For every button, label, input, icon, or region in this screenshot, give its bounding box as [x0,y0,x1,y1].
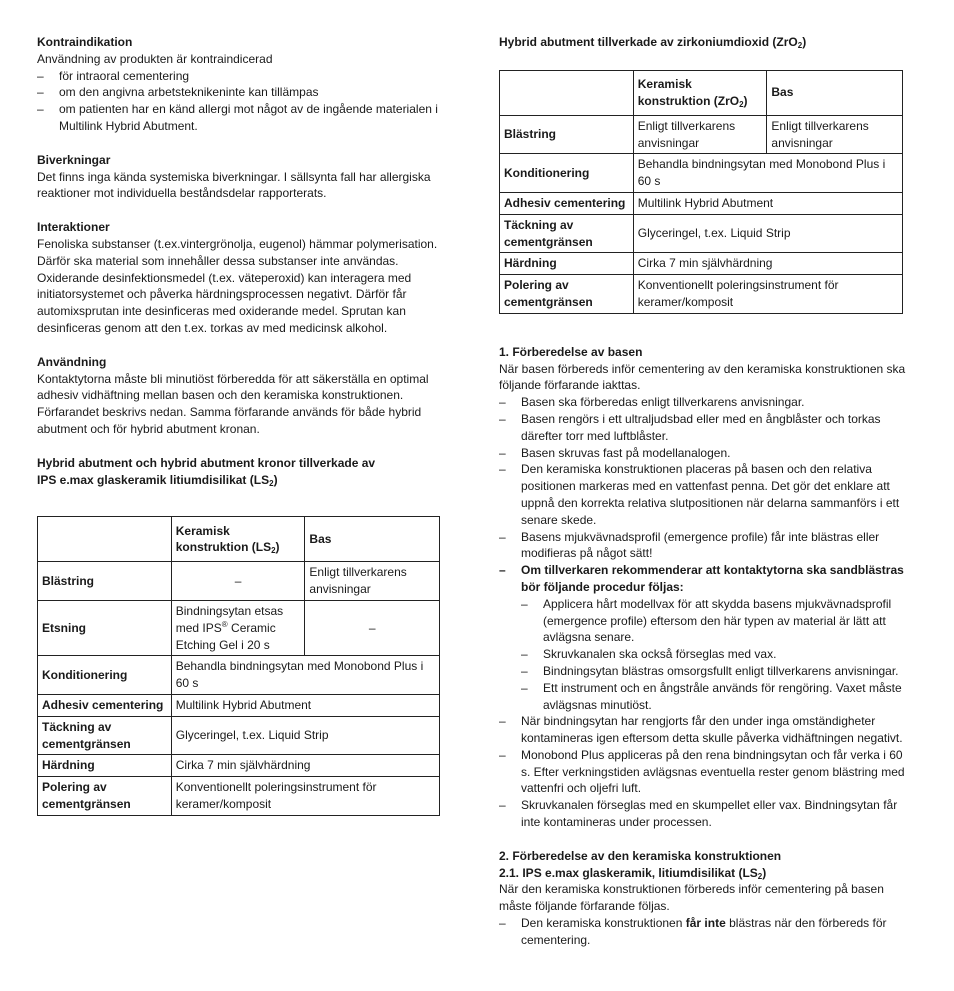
list-item: – Basen ska förberedas enligt tillverkarens anvisningar. [499,394,913,411]
table-cell: Konventionellt poleringsinstrument för keramer/komposit [633,275,902,314]
table-cell: Behandla bindningsytan med Monobond Plus i 60 s [633,154,902,193]
table-row [38,716,440,755]
row-label: Härdning [500,253,634,275]
table-row [38,694,440,716]
ls2-table-heading-line1: Hybrid abutment och hybrid abutment kronor tillverkade av [37,455,376,470]
ls2-table-heading-line2: IPS e.max glaskeramik litiumdisilikat (LS [37,472,270,487]
contraindication-list [37,68,451,135]
prep-base-heading: 1. Förberedelse av basen [499,344,643,359]
usage-section [37,354,451,438]
table-cell: Bindningsytan etsas med IPS® Ceramic Etching Gel i 20 s [171,600,305,655]
header-ceramic-cell: Keramisk konstruktion (ZrO$_2$) [633,70,767,115]
row-label: Polering av cementgränsen [38,777,172,816]
table-cell: Cirka 7 min självhärdning [633,253,902,275]
prep-ceramic-subheading: 2.1. IPS e.max glaskeramik, litiumdisilikat $(LS_2)$ [499,865,767,881]
list-item: – för intraoral cementering [37,68,451,85]
table-row [38,600,440,655]
usage-text: Kontaktytorna måste bli minutiöst förberedda för att säkerställa en optimal adhesiv vidhäftning mellan basen och den keramiska konstruktionen. Förfarandet beskrivs nedan. Samma förfarande används för både hybrid abutment och för hybrid abutment kronan. [37,371,429,436]
row-label: Täckning av cementgränsen [38,716,172,755]
zro2-table [499,70,903,314]
table-row [38,755,440,777]
table-cell: – [171,562,305,601]
table-cell: Multilink Hybrid Abutment [171,694,439,716]
table-row [500,115,903,154]
table-cell: Enligt tillverkarens anvisningar [767,115,903,154]
header-base-cell: Bas [767,70,903,115]
table-cell: Glyceringel, t.ex. Liquid Strip [633,214,902,253]
interactions-text: Fenoliska substanser (t.ex.vintergrönolja, eugenol) hämmar polymerisation. Därför ska material som innehåller dessa substanser inte användas. Oxiderande desinfektionsmedel (t.ex. väteperoxid) kan interagera med initiatorsystemet och påverka härdningsprocessen negativt. Därför får automixsprutan inte desinficeras med oxiderande medel. Sprutan kan desinficeras genom att den t.ex. torkas av med medicinsk alkohol. [37,236,438,335]
prep-base-intro: När basen förbereds inför cementering av den keramiska konstruktionen ska följande förfarande iakttas. [499,361,906,393]
sub-list [521,596,913,714]
prep-ceramic-section [499,848,913,949]
table-row [500,214,903,253]
list-item: – Bindningsytan blästras omsorgsfullt enligt tillverkarens anvisningar. [521,663,913,680]
table-cell: – [305,600,440,655]
table-cell: Behandla bindningsytan med Monobond Plus i 60 s [171,656,439,695]
list-item: – om patienten har en känd allergi mot något av de ingående materialen i Multilink Hybrid Abutment. [37,101,451,135]
contraindication-heading: Kontraindikation [37,35,133,49]
table-row [500,275,903,314]
table-row [38,562,440,601]
interactions-heading: Interaktioner [37,220,110,235]
ls2-table [37,516,440,815]
row-label: Adhesiv cementering [38,694,172,716]
list-item: – Basen skruvas fast på modellanalogen. [499,445,913,462]
row-label: Polering av cementgränsen [500,275,634,314]
table-row [500,70,903,115]
side-effects-heading: Biverkningar [37,152,111,167]
prep-ceramic-list [499,915,913,949]
list-item: – Skruvkanalen ska också förseglas med vax. [521,646,913,663]
right-column [499,34,913,949]
list-item: – Om tillverkaren rekommenderar att kontaktytorna ska sandblästras bör följande procedur följas: – Applicera hårt modellvax för att skydda basens mjukvävnadsprofil (emergence profile) eftersom den här typen av material är lätt att avlägsna senare. – Skruvkanalen ska också förseglas med vax. – Bindningsytan blästras omsorgsfullt enligt tillverkarens anvisningar. – Ett instrument och en ångstråle används för rengöring. Vaxet måste avlägsnas minutiöst. [499,562,913,713]
table-cell: Multilink Hybrid Abutment [633,192,902,214]
table-row [38,656,440,695]
table-cell: Enligt tillverkarens anvisningar [633,115,767,154]
left-column [37,34,451,816]
usage-heading: Användning [37,354,107,369]
row-label: Blästring [38,562,172,601]
table-row [500,154,903,193]
header-base-cell: Bas [305,517,440,562]
prep-base-section [499,344,913,831]
side-effects-section [37,152,451,202]
table-cell: Cirka 7 min självhärdning [171,755,439,777]
zro2-table-heading: Hybrid abutment tillverkade av zirkoniumdioxid (ZrO$_2$) [499,35,807,50]
list-item: – Ett instrument och en ångstråle används för rengöring. Vaxet måste avlägsnas minutiöst. [521,680,913,714]
table-row [38,777,440,816]
row-label: Härdning [38,755,172,777]
table-row [500,192,903,214]
list-item: – Den keramiska konstruktionen placeras på basen och den relativa positionen markeras med en vattenfast penna. Det gör det enklare att uppnå den korrekta relativa slutpositionen när delarna sammanförs i ett senare skede. [499,461,913,528]
table-cell: Konventionellt poleringsinstrument för keramer/komposit [171,777,439,816]
header-ceramic-cell: Keramisk konstruktion $(LS_2)$ [171,517,305,562]
contraindication-intro: Användning av produkten är kontraindicerad [37,51,273,66]
list-item: – Den keramiska konstruktionen får inte blästras när den förbereds för cementering. [499,915,913,949]
row-label: Konditionering [38,656,172,695]
table-cell: Glyceringel, t.ex. Liquid Strip [171,716,439,755]
list-item: – Skruvkanalen förseglas med en skumpellet eller vax. Bindningsytan får inte kontamineras under processen. [499,797,913,831]
row-label: Adhesiv cementering [500,192,634,214]
list-item: – Basen rengörs i ett ultraljudsbad eller med en ångblåster och torkas därefter torr med luftblåster. [499,411,913,445]
row-label: Etsning [38,600,172,655]
list-item: – Monobond Plus appliceras på den rena bindningsytan och får verka i 60 s. Efter verkningstiden avlägsnas eventuella rester genom blästring med vattenfri och oljefri luft. [499,747,913,797]
ls2-table-heading: Hybrid abutment och hybrid abutment kronor tillverkade av IPS e.max glaskeramik litiumdisilikat $(LS_2)$ [37,455,376,488]
list-item: – om den angivna arbetsteknikeninte kan tillämpas [37,84,451,101]
prep-ceramic-intro: När den keramiska konstruktionen förbereds inför cementering på basen måste följande förfarande följas. [499,882,884,914]
list-item: – När bindningsytan har rengjorts får den under inga omständigheter kontamineras igen eftersom detta skulle påverka vidhäftningen negativt. [499,713,913,747]
row-label: Blästring [500,115,634,154]
table-row [38,517,440,562]
header-empty-cell [500,70,634,115]
list-item: – Applicera hårt modellvax för att skydda basens mjukvävnadsprofil (emergence profile) eftersom den här typen av material är lätt att avlägsna senare. [521,596,913,646]
side-effects-text: Det finns inga kända systemiska biverkningar. I sällsynta fall har allergiska reaktioner mot individuella beståndsdelar rapporterats. [37,169,431,201]
table-row [500,253,903,275]
interactions-section [37,219,451,337]
prep-base-list [499,394,913,831]
list-item: – Basens mjukvävnadsprofil (emergence profile) får inte blästras eller modifieras på något sätt! [499,529,913,563]
row-label: Täckning av cementgränsen [500,214,634,253]
row-label: Konditionering [500,154,634,193]
prep-ceramic-heading: 2. Förberedelse av den keramiska konstruktionen [499,848,782,863]
contraindication-section [37,34,451,135]
header-empty-cell [38,517,172,562]
table-cell: Enligt tillverkarens anvisningar [305,562,440,601]
